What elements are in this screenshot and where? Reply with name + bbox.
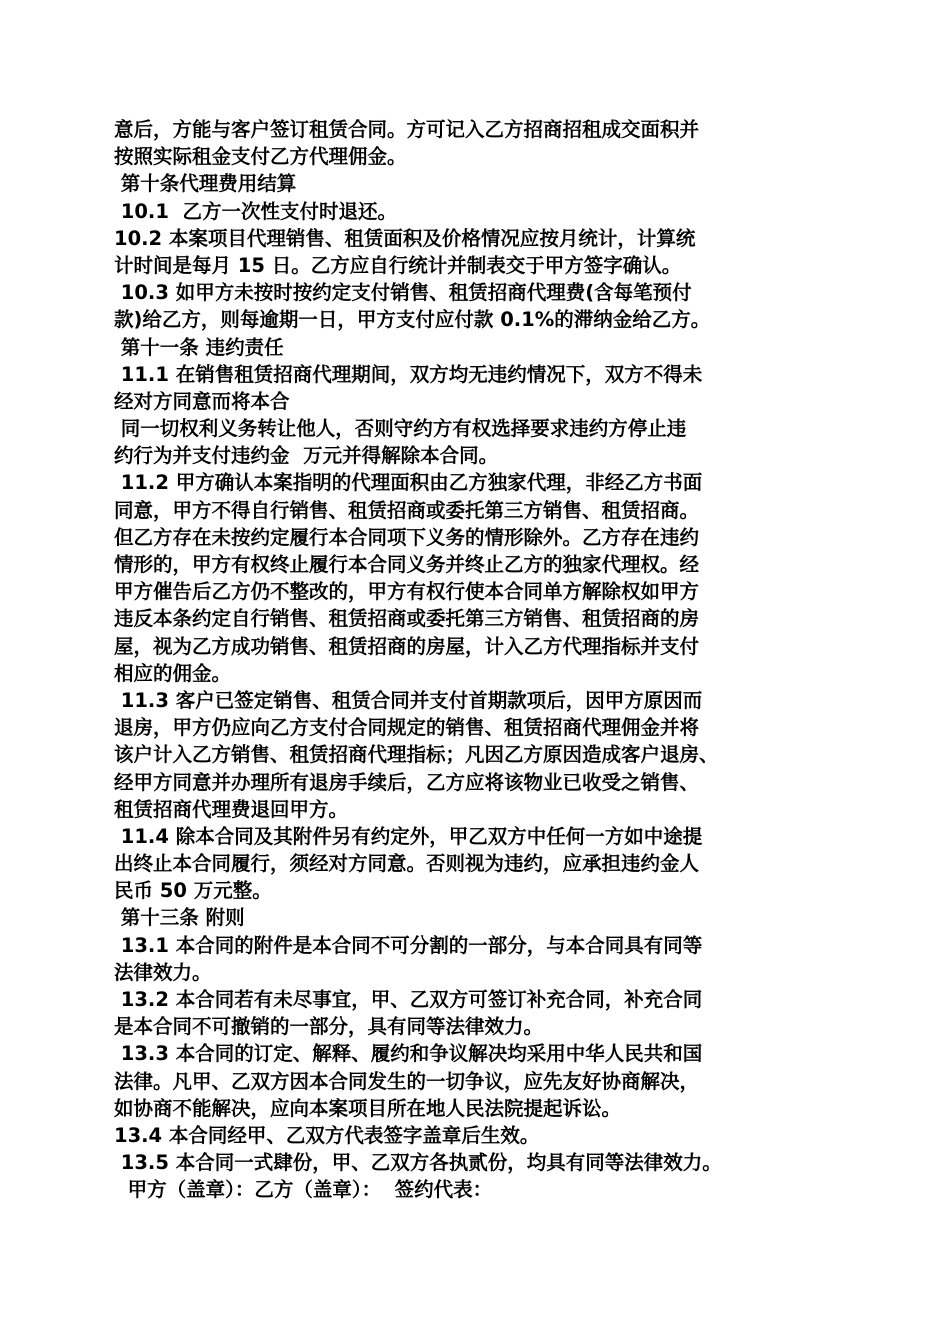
section-heading-article-10: 第十条代理费用结算 [114, 172, 297, 196]
clause-10-2: 10.2 本案项目代理销售、租赁面积及价格情况应按月统计，计算统 [114, 226, 696, 250]
clause-13-2: 13.2 本合同若有未尽事宜，甲、乙双方可签订补充合同，补充合同 [114, 988, 703, 1011]
text-line: 情形的，甲方有权终止履行本合同义务并终止乙方的独家代理权。经 [114, 553, 700, 576]
clause-11-4: 11.4 除本合同及其附件另有约定外，甲乙双方中任何一方如中途提 [114, 824, 703, 848]
text-line: 相应的佣金。 [114, 661, 232, 685]
text-line: 退房，甲方仍应向乙方支付合同规定的销售、租赁招商代理佣金并将 [114, 716, 700, 740]
text-line: 款)给乙方，则每逾期一日，甲方支付应付款 0.1%的滞纳金给乙方。 [114, 308, 711, 332]
text-line: 按照实际租金支付乙方代理佣金。 [114, 145, 407, 169]
contract-text-body [114, 116, 850, 1204]
text-line: 但乙方存在未按约定履行本合同项下义务的情形除外。乙方存在违约 [114, 525, 700, 549]
text-line: 约行为并支付违约金 万元并得解除本合同。 [114, 444, 499, 468]
clause-11-2: 11.2 甲方确认本案指明的代理面积由乙方独家代理，非经乙方书面 [114, 471, 703, 495]
text-line: 租赁招商代理费退回甲方。 [114, 797, 349, 821]
text-line: 是本合同不可撤销的一部分，具有同等法律效力。 [114, 1015, 544, 1039]
clause-11-3: 11.3 客户已签定销售、租赁合同并支付首期款项后，因甲方原因而 [114, 688, 703, 712]
text-line: 民币 50 万元整。 [114, 879, 272, 903]
text-line: 经对方同意而将本合 [114, 389, 290, 413]
text-line: 甲方催告后乙方仍不整改的，甲方有权行使本合同单方解除权如甲方 [114, 580, 700, 604]
clause-13-1: 13.1 本合同的附件是本合同不可分割的一部分，与本合同具有同等 [114, 933, 703, 957]
text-line: 法律效力。 [114, 960, 212, 984]
clause-13-4: 13.4 本合同经甲、乙双方代表签字盖章后生效。 [114, 1123, 540, 1147]
text-line: 同意，甲方不得自行销售、租赁招商或委托第三方销售、租赁招商。 [114, 498, 700, 522]
text-line: 屋，视为乙方成功销售、租赁招商的房屋，计入乙方代理指标并支付 [114, 634, 700, 658]
text-line: 计时间是每月 15 日。乙方应自行统计并制表交于甲方签字确认。 [114, 253, 682, 277]
clause-13-3: 13.3 本合同的订定、解释、履约和争议解决均采用中华人民共和国 [114, 1042, 703, 1066]
section-heading-article-11: 第十一条 违约责任 [114, 335, 284, 359]
text-line: 该户计入乙方销售、租赁招商代理指标；凡因乙方原因造成客户退房、 [114, 743, 719, 767]
clause-13-5: 13.5 本合同一式肆份，甲、乙双方各执贰份，均具有同等法律效力。 [114, 1151, 722, 1175]
text-line: 意后，方能与客户签订租赁合同。方可记入乙方招商招租成交面积并 [114, 118, 700, 141]
text-line: 如协商不能解决，应向本案项目所在地人民法院提起诉讼。 [114, 1096, 622, 1120]
section-heading-article-13: 第十三条 附则 [114, 906, 245, 930]
clause-11-1: 11.1 在销售租赁招商代理期间，双方均无违约情况下，双方不得未 [114, 362, 703, 386]
text-line: 出终止本合同履行，须经对方同意。否则视为违约，应承担违约金人 [114, 852, 700, 876]
clause-10-1: 10.1 乙方一次性支付时退还。 [114, 199, 397, 223]
text-line: 违反本条约定自行销售、租赁招商或委托第三方销售、租赁招商的房 [114, 607, 700, 631]
text-line: 同一切权利义务转让他人，否则守约方有权选择要求违约方停止违 [114, 417, 687, 441]
signature-line: 甲方（盖章）：乙方（盖章）： 签约代表： [114, 1178, 493, 1202]
text-line: 法律。凡甲、乙双方因本合同发生的一切争议，应先友好协商解决， [114, 1069, 700, 1093]
text-line: 经甲方同意并办理所有退房手续后，乙方应将该物业已收受之销售、 [114, 770, 700, 794]
clause-10-3: 10.3 如甲方未按时按约定支付销售、租赁招商代理费(含每笔预付 [114, 281, 692, 305]
